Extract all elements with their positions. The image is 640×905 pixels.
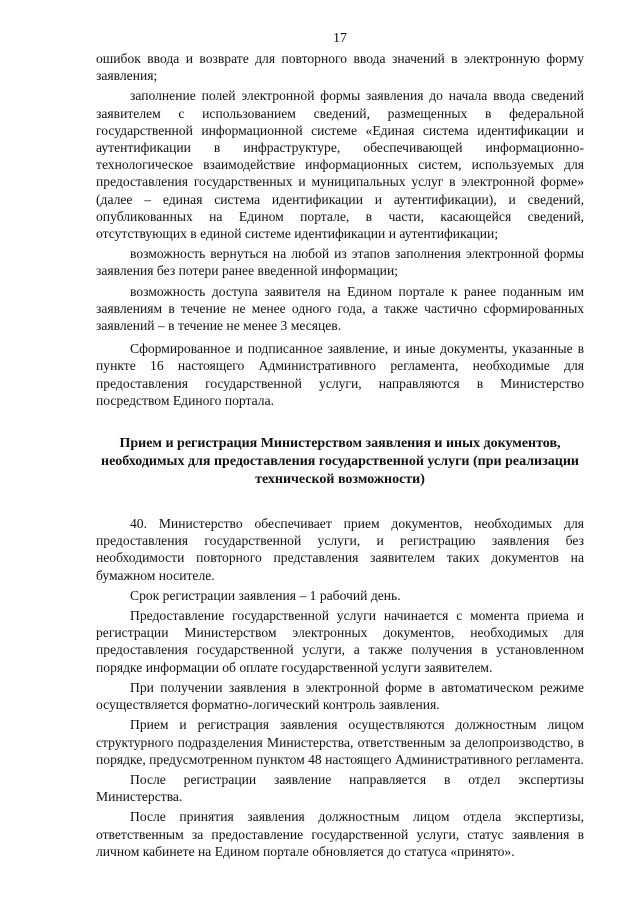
paragraph-responsible-official: Прием и регистрация заявления осуществляются должностным лицом структурного подразделения Министерства, ответственным за делопроизводство, в порядке, предусмотренном пунктом 48 настоящего Административного регламента. [96,717,584,767]
paragraph-registration-term: Срок регистрации заявления – 1 рабочий день. [130,587,401,603]
paragraph-prefill-fields: заполнение полей электронной формы заявления до начала ввода сведений заявителем с использованием сведений, размещенных в федеральной государственной информационной системе «Единая система идентификации и аутентификации в инфраструктуре, обеспечивающей информационно-технологическое взаимодействие информационных систем, используемых для предоставления государственных и муниципальных услуг в электронной форме» (далее – единая система идентификации и аутентификации), и сведений, опубликованных на Едином портале, в части, касающейся сведений, отсутствующих в единой системе идентификации и аутентификации; [96,88,584,242]
paragraph-item-40: 40. Министерство обеспечивает прием документов, необходимых для предоставления государственной услуги, и регистрацию заявления без необходимости повторного представления заявителем таких документов на бумажном носителе. [96,516,584,583]
paragraph-input-errors: ошибок ввода и возврате для повторного ввода значений в электронную форму заявления; [96,51,584,84]
paragraph-sent-to-expertise: После регистрации заявление направляется в отдел экспертизы Министерства. [96,771,584,805]
section-heading-line: необходимых для предоставления государственной услуги (при реализации [101,454,579,470]
paragraph-return-to-stage: возможность вернуться на любой из этапов заполнения электронной формы заявления без потери ранее введенной информации; [96,246,584,279]
page-number: 17 [333,31,347,46]
section-heading-line: Прием и регистрация Министерством заявления и иных документов, [119,436,561,452]
paragraph-submitted-application: Сформированное и подписанное заявление, и иные документы, указанные в пункте 16 настоящего Административного регламента, необходимые для предоставления государственной услуги, направляются в Министерство посредством Единого портала. [96,341,584,408]
section-heading-line: технической возможности) [255,472,425,488]
paragraph-access-previous: возможность доступа заявителя на Едином портале к ранее поданным им заявлениям в течение не менее одного года, а также частично сформированных заявлений – в течение не менее 3 месяцев. [96,283,584,334]
paragraph-format-control: При получении заявления в электронной форме в автоматическом режиме осуществляется форматно-логический контроль заявления. [96,679,584,713]
document-page [96,30,584,860]
section-heading [96,435,584,489]
paragraph-service-start: Предоставление государственной услуги начинается с момента приема и регистрации Министерством электронных документов, необходимых для предоставления государственной услуги, а также получения в установленном порядке информации об оплате государственной услуги заявителем. [96,608,584,675]
paragraph-status-accepted: После принятия заявления должностным лицом отдела экспертизы, ответственным за предоставление государственной услуги, статус заявления в личном кабинете на Едином портале обновляется до статуса «принято». [96,809,584,859]
